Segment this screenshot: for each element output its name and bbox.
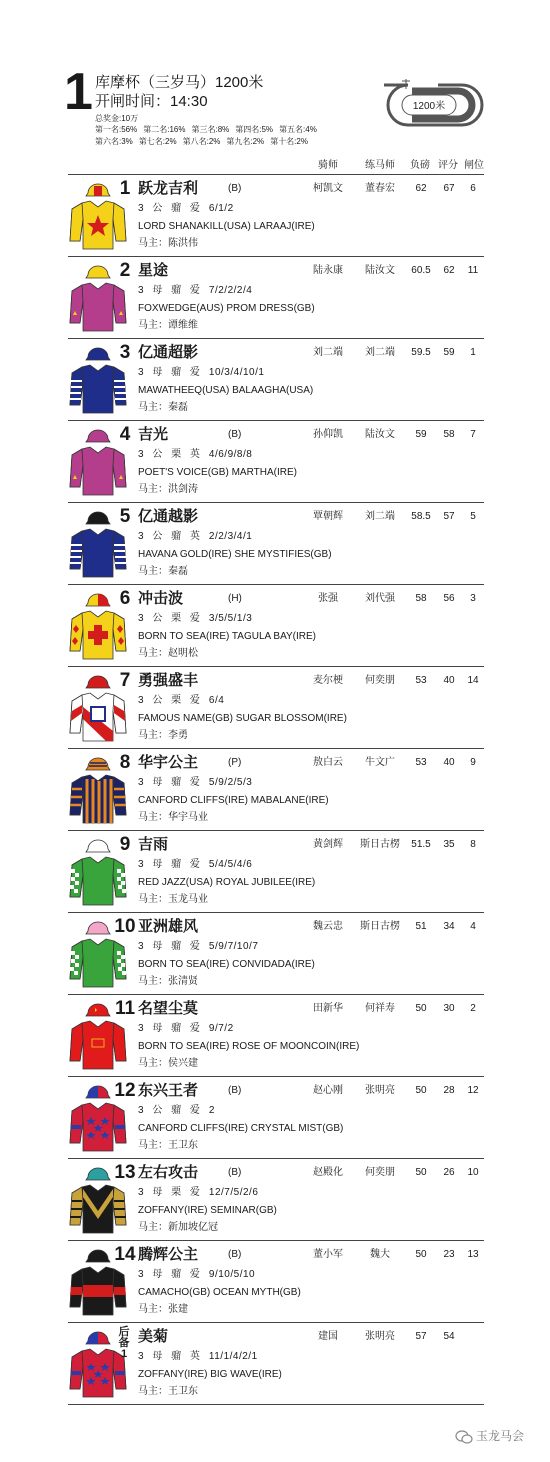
trainer: 陆汝文: [365, 265, 395, 276]
sex: 母: [152, 367, 166, 378]
horse-number: 4: [119, 424, 131, 445]
pedigree: LORD SHANAKILL(USA) LARAAJ(IRE): [138, 221, 315, 232]
trainer: 斯日古楞: [360, 839, 400, 850]
rating: 40: [443, 757, 455, 768]
entry-row: [68, 174, 484, 256]
pedigree: RED JAZZ(USA) ROYAL JUBILEE(IRE): [138, 877, 316, 888]
recent-form: 6/4: [208, 695, 225, 706]
coat-colour: 骝: [171, 1269, 185, 1280]
coat-colour: 骝: [171, 203, 185, 214]
rating: 56: [443, 593, 455, 604]
weight: 50: [415, 1085, 427, 1096]
jockey: 赵殿化: [313, 1167, 343, 1178]
watermark-text: 玉龙马会: [476, 1429, 525, 1443]
trainer: 张明亮: [365, 1331, 395, 1342]
entry-row: [68, 256, 484, 338]
column-header-draw: 闸位: [464, 160, 484, 171]
jockey: 魏云忠: [313, 921, 343, 932]
jockey: 孙仰凯: [313, 429, 343, 440]
pedigree: CANFORD CLIFFS(IRE) MABALANE(IRE): [138, 795, 329, 806]
jockey: 张强: [318, 593, 338, 604]
weight: 51.5: [411, 839, 431, 850]
jockey: 黄剑辉: [313, 839, 343, 850]
sex: 公: [152, 1105, 166, 1116]
pedigree: HAVANA GOLD(IRE) SHE MYSTIFIES(GB): [138, 549, 332, 560]
sex: 母: [152, 777, 166, 788]
gear: (B): [228, 1249, 242, 1260]
recent-form: 9/10/5/10: [208, 1269, 256, 1280]
recent-form: 12/7/5/2/6: [208, 1187, 259, 1198]
rating: 30: [443, 1003, 455, 1014]
race-start-time: 开闸时间：14:30: [95, 93, 208, 110]
gear: (B): [228, 429, 242, 440]
horse-name: 跃龙吉利: [138, 180, 199, 197]
gear: (P): [228, 757, 242, 768]
entry-row: [68, 912, 484, 994]
weight: 50: [415, 1249, 427, 1260]
horse-info: [138, 1269, 255, 1281]
age: 3: [138, 1105, 147, 1116]
gear: (B): [228, 1167, 242, 1178]
draw: 12: [467, 1085, 479, 1096]
prize-split: 第七名:2%: [138, 137, 177, 146]
horse-info: [138, 613, 252, 625]
entry-row: [68, 584, 484, 666]
trainer: 刘二端: [365, 511, 395, 522]
draw: 3: [470, 593, 476, 604]
pedigree: ZOFFANY(IRE) BIG WAVE(IRE): [138, 1369, 282, 1380]
pedigree: CAMACHO(GB) OCEAN MYTH(GB): [138, 1287, 301, 1298]
entry-row: [68, 1322, 484, 1405]
rating: 23: [443, 1249, 455, 1260]
horse-info: [138, 777, 252, 789]
gear: (B): [228, 1085, 242, 1096]
weight: 58.5: [411, 511, 431, 522]
horse-info: [138, 695, 224, 707]
owner: 马主：洪剑涛: [138, 484, 198, 495]
column-header-weight: 负磅: [410, 160, 430, 171]
origin: 爱: [189, 777, 203, 788]
coat-colour: 骝: [171, 941, 185, 952]
age: 3: [138, 449, 147, 460]
recent-form: 7/2/2/2/4: [208, 285, 253, 296]
draw: 11: [467, 265, 479, 276]
horse-name: 华宇公主: [138, 754, 199, 771]
pedigree: BORN TO SEA(IRE) CONVIDADA(IRE): [138, 959, 315, 970]
coat-colour: 骝: [171, 777, 185, 788]
owner: 马主：秦磊: [138, 566, 188, 577]
horse-number: 9: [119, 834, 131, 855]
entry-row: [68, 1076, 484, 1158]
horse-info: [138, 285, 252, 297]
recent-form: 2: [208, 1105, 215, 1116]
recent-form: 4/6/9/8/8: [208, 449, 253, 460]
trainer: 何祥寿: [365, 1003, 395, 1014]
weight: 51: [415, 921, 427, 932]
horse-name: 左右攻击: [138, 1164, 199, 1181]
horse-name: 亚洲雄风: [138, 918, 199, 935]
entry-row: [68, 994, 484, 1076]
horse-number: 7: [119, 670, 131, 691]
entry-row: [68, 666, 484, 748]
age: 3: [138, 531, 147, 542]
coat-colour: 骝: [171, 859, 185, 870]
pedigree: BORN TO SEA(IRE) ROSE OF MOONCOIN(IRE): [138, 1041, 360, 1052]
horse-name: 冲击波: [138, 590, 184, 607]
owner: 马主：华宇马业: [138, 812, 208, 823]
rating: 59: [443, 347, 455, 358]
pedigree: FOXWEDGE(AUS) PROM DRESS(GB): [138, 303, 315, 314]
draw: 8: [470, 839, 476, 850]
horse-info: [138, 203, 234, 215]
horse-name: 东兴王者: [138, 1082, 199, 1099]
gear: (H): [228, 593, 242, 604]
rating: 28: [443, 1085, 455, 1096]
prize-split: 第九名:2%: [226, 137, 265, 146]
race-title: 库摩杯（三岁马）1200米: [95, 74, 264, 91]
prize-split: 第十名:2%: [270, 137, 308, 146]
weight: 50: [415, 1167, 427, 1178]
recent-form: 9/7/2: [208, 1023, 234, 1034]
horse-number: 1: [119, 178, 131, 199]
prize-split: 第八名:2%: [182, 137, 221, 146]
draw: 13: [467, 1249, 479, 1260]
horse-number: 5: [119, 506, 131, 527]
age: 3: [138, 1023, 147, 1034]
sex: 公: [152, 449, 166, 460]
prize-split: 第一名:56%: [95, 125, 138, 134]
trainer: 牛文广: [365, 757, 395, 768]
rating: 67: [443, 183, 455, 194]
origin: 爱: [189, 695, 203, 706]
age: 3: [138, 941, 147, 952]
horse-number: 13: [114, 1162, 136, 1183]
horse-name: 勇强盛丰: [138, 672, 199, 689]
horse-number: 3: [119, 342, 131, 363]
recent-form: 11/1/4/2/1: [208, 1351, 258, 1362]
jockey: 董小军: [313, 1249, 343, 1260]
jockey: 建国: [318, 1331, 338, 1342]
origin: 爱: [189, 203, 203, 214]
owner: 马主：新加坡亿冠: [138, 1222, 218, 1233]
origin: 爱: [189, 285, 203, 296]
track-diagram: [378, 77, 486, 129]
age: 3: [138, 859, 147, 870]
column-header-jockey: 骑师: [318, 160, 338, 171]
trainer: 刘二端: [365, 347, 395, 358]
sex: 母: [152, 285, 166, 296]
horse-number: 11: [114, 998, 136, 1019]
prize-split: 第三名:8%: [191, 125, 230, 134]
draw: 6: [470, 183, 476, 194]
coat-colour: 栗: [171, 695, 185, 706]
horse-name: 美菊: [138, 1328, 169, 1345]
wechat-icon: [455, 1430, 473, 1444]
jockey: 柯凯文: [313, 183, 343, 194]
origin: 爱: [189, 1187, 203, 1198]
horse-number: 2: [119, 260, 131, 281]
horse-info: [138, 531, 252, 543]
horse-info: [138, 1187, 258, 1199]
coat-colour: 骝: [171, 285, 185, 296]
weight: 53: [415, 675, 427, 686]
owner: 马主：张建: [138, 1304, 188, 1315]
draw: 5: [470, 511, 476, 522]
coat-colour: 栗: [171, 613, 185, 624]
horse-info: [138, 859, 252, 871]
horse-info: [138, 449, 252, 461]
weight: 58: [415, 593, 427, 604]
weight: 62: [415, 183, 427, 194]
sex: 母: [152, 1023, 166, 1034]
horse-name: 名望尘莫: [138, 1000, 199, 1017]
age: 3: [138, 777, 147, 788]
entry-row: [68, 502, 484, 584]
rating: 54: [443, 1331, 455, 1342]
owner: 马主：侯兴建: [138, 1058, 198, 1069]
track-label: 1200米: [412, 101, 446, 112]
age: 3: [138, 367, 147, 378]
trainer: 陆汝文: [365, 429, 395, 440]
coat-colour: 骝: [171, 1105, 185, 1116]
trainer: 魏大: [370, 1249, 390, 1260]
sex: 母: [152, 859, 166, 870]
draw: 10: [467, 1167, 479, 1178]
origin: 英: [189, 1351, 203, 1362]
prize-split-row-1: [95, 125, 323, 135]
horse-info: [138, 1105, 215, 1117]
weight: 50: [415, 1003, 427, 1014]
draw: 7: [470, 429, 476, 440]
age: 3: [138, 1269, 147, 1280]
entry-row: [68, 338, 484, 420]
pedigree: ZOFFANY(IRE) SEMINAR(GB): [138, 1205, 277, 1216]
rating: 34: [443, 921, 455, 932]
trainer: 董春宏: [365, 183, 395, 194]
weight: 60.5: [411, 265, 431, 276]
horse-info: [138, 1351, 258, 1363]
owner: 马主：李勇: [138, 730, 188, 741]
draw: 2: [470, 1003, 476, 1014]
weight: 53: [415, 757, 427, 768]
origin: 爱: [189, 1023, 203, 1034]
coat-colour: 骝: [171, 367, 185, 378]
horse-number: 6: [119, 588, 131, 609]
trainer: 斯日古楞: [360, 921, 400, 932]
recent-form: 5/9/2/5/3: [208, 777, 253, 788]
pedigree: CANFORD CLIFFS(IRE) CRYSTAL MIST(GB): [138, 1123, 344, 1134]
coat-colour: 骝: [171, 531, 185, 542]
prize-split: 第四名:5%: [235, 125, 274, 134]
recent-form: 3/5/5/1/3: [208, 613, 253, 624]
coat-colour: 栗: [171, 449, 185, 460]
column-header-rating: 评分: [438, 160, 458, 171]
coat-colour: 骝: [171, 1351, 185, 1362]
race-card-entries: [68, 174, 484, 1405]
owner: 马主：王卫东: [138, 1386, 198, 1397]
origin: 爱: [189, 1105, 203, 1116]
horse-name: 吉光: [138, 426, 169, 443]
owner: 马主：王卫东: [138, 1140, 198, 1151]
horse-number: 8: [119, 752, 131, 773]
horse-number: 14: [114, 1244, 136, 1265]
entry-row: [68, 1158, 484, 1240]
pedigree: BORN TO SEA(IRE) TAGULA BAY(IRE): [138, 631, 317, 642]
jockey: 赵心刚: [313, 1085, 343, 1096]
horse-name: 亿通越影: [138, 508, 199, 525]
horse-info: [138, 367, 264, 379]
prize-split: 第二名:16%: [143, 125, 186, 134]
sex: 公: [152, 613, 166, 624]
pedigree: MAWATHEEQ(USA) BALAAGHA(USA): [138, 385, 314, 396]
trainer: 何奕朋: [365, 1167, 395, 1178]
sex: 母: [152, 1187, 166, 1198]
pedigree: FAMOUS NAME(GB) SUGAR BLOSSOM(IRE): [138, 713, 347, 724]
age: 3: [138, 1187, 147, 1198]
origin: 爱: [189, 941, 203, 952]
prize-total: 总奖金:10万: [95, 114, 139, 123]
sex: 公: [152, 531, 166, 542]
owner: 马主：秦磊: [138, 402, 188, 413]
sex: 母: [152, 1269, 166, 1280]
rating: 57: [443, 511, 455, 522]
prize-split-row-2: [95, 137, 314, 147]
pedigree: POET'S VOICE(GB) MARTHA(IRE): [138, 467, 297, 478]
entry-row: [68, 748, 484, 830]
jockey: 麦尔梗: [313, 675, 343, 686]
watermark: [455, 1428, 524, 1444]
sex: 公: [152, 203, 166, 214]
weight: 59.5: [411, 347, 431, 358]
race-number: 1: [64, 63, 93, 121]
coat-colour: 骝: [171, 1023, 185, 1034]
horse-number: 12: [114, 1080, 136, 1101]
origin: 爱: [189, 613, 203, 624]
age: 3: [138, 203, 147, 214]
trainer: 刘代强: [365, 593, 395, 604]
jockey: 刘二端: [313, 347, 343, 358]
draw: 14: [467, 675, 479, 686]
horse-name: 亿通超影: [138, 344, 199, 361]
owner: 马主：谭维维: [138, 320, 198, 331]
horse-name: 星途: [138, 262, 169, 279]
rating: 40: [443, 675, 455, 686]
recent-form: 10/3/4/10/1: [208, 367, 265, 378]
column-header-trainer: 练马师: [365, 160, 395, 171]
recent-form: 5/9/7/10/7: [208, 941, 259, 952]
rating: 35: [443, 839, 455, 850]
horse-number: 10: [114, 916, 136, 937]
gear: (B): [228, 183, 242, 194]
entry-row: [68, 830, 484, 912]
prize-split: 第六名:3%: [95, 137, 133, 146]
owner: 马主：陈洪伟: [138, 238, 198, 249]
trainer: 张明亮: [365, 1085, 395, 1096]
horse-info: [138, 941, 258, 953]
sex: 母: [152, 941, 166, 952]
horse-name: 腾辉公主: [138, 1246, 199, 1263]
rating: 62: [443, 265, 455, 276]
coat-colour: 栗: [171, 1187, 185, 1198]
origin: 英: [189, 531, 203, 542]
owner: 马主：张清贤: [138, 976, 198, 987]
weight: 59: [415, 429, 427, 440]
origin: 爱: [189, 367, 203, 378]
age: 3: [138, 613, 147, 624]
jockey: 敖白云: [313, 757, 343, 768]
sex: 母: [152, 1351, 166, 1362]
age: 3: [138, 285, 147, 296]
prize-split: 第五名:4%: [279, 125, 317, 134]
origin: 爱: [189, 859, 203, 870]
draw: 4: [470, 921, 476, 932]
age: 3: [138, 695, 147, 706]
recent-form: 2/2/3/4/1: [208, 531, 253, 542]
draw: 1: [470, 347, 476, 358]
jockey: 陆永康: [313, 265, 343, 276]
entry-row: [68, 420, 484, 502]
owner: 马主：赵明松: [138, 648, 198, 659]
jockey: 田新华: [313, 1003, 343, 1014]
sex: 公: [152, 695, 166, 706]
owner: 马主：玉龙马业: [138, 894, 208, 905]
age: 3: [138, 1351, 147, 1362]
draw: 9: [470, 757, 476, 768]
horse-number: 后备1: [118, 1326, 130, 1360]
recent-form: 6/1/2: [208, 203, 234, 214]
origin: 爱: [189, 1269, 203, 1280]
rating: 58: [443, 429, 455, 440]
origin: 英: [189, 449, 203, 460]
jockey: 覃朝辉: [313, 511, 343, 522]
trainer: 何奕朋: [365, 675, 395, 686]
horse-name: 吉雨: [138, 836, 169, 853]
recent-form: 5/4/5/4/6: [208, 859, 253, 870]
entry-row: [68, 1240, 484, 1322]
weight: 57: [415, 1331, 427, 1342]
rating: 26: [443, 1167, 455, 1178]
horse-info: [138, 1023, 234, 1035]
